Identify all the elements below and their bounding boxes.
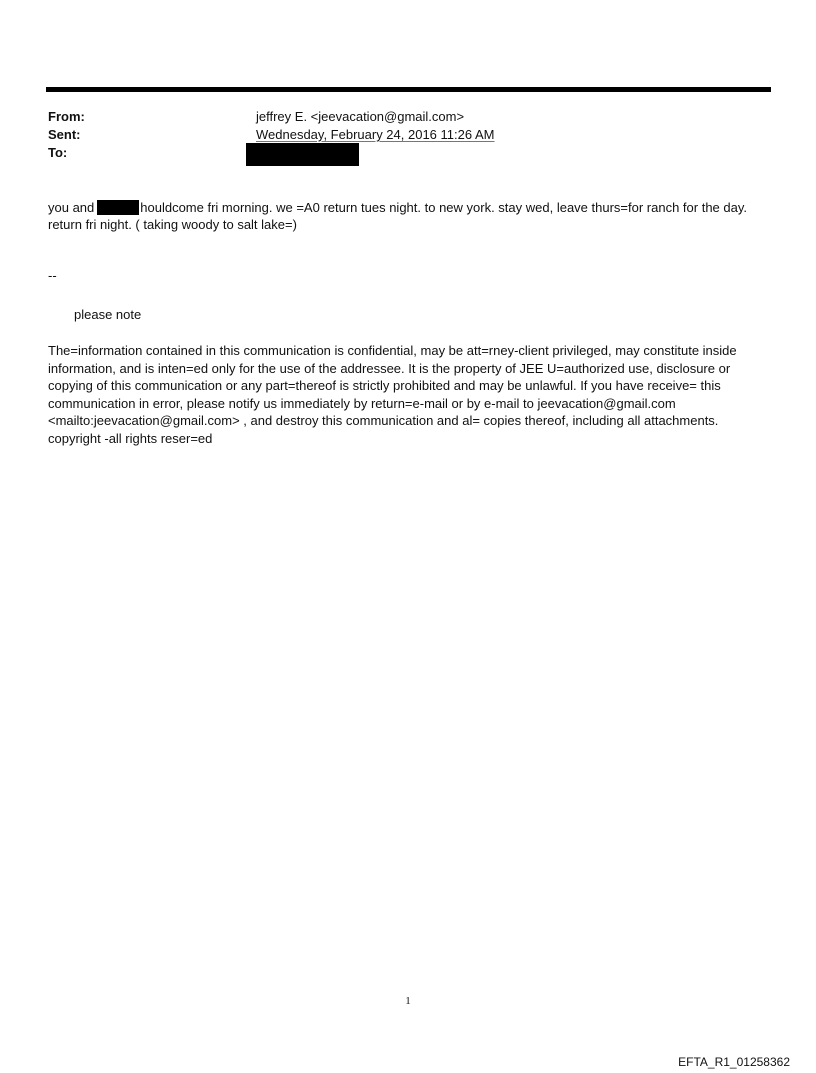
from-value: jeffrey E. <jeevacation@gmail.com> — [256, 109, 465, 124]
header-rule — [46, 87, 771, 92]
page-number: 1 — [405, 995, 411, 1007]
message-body — [48, 199, 758, 233]
from-label: From: — [48, 109, 85, 124]
please-note: please note — [74, 307, 142, 322]
sent-label: Sent: — [48, 127, 81, 142]
to-redaction — [246, 143, 359, 166]
confidentiality-disclaimer: The=information contained in this communication is confidential, may be att=rney-client privileged, may constitute inside information, and is inten=ed only for the use of the addressee. It is the property of JEE U=authorized use, disclosure or copying of this communication or any part=thereof is strictly prohibited and may be unlawful. If you have receive= this communication in error, please notify us immediately by return=e-mail or by e-mail to jeevacation@gmail.com <mailto:jeevacation@gmail.com> , and destroy this communication and al= copies thereof, including all attachments. copyright -all rights reser=ed — [48, 343, 737, 446]
to-label: To: — [48, 145, 68, 160]
message-body-part2: houldcome fri morning. we =A0 return tues night. to new york. stay wed, leave thurs=for ranch for the day. return fri night. ( taking woody to salt lake=) — [48, 200, 747, 232]
signature-separator: -- — [48, 268, 57, 283]
document-id: EFTA_R1_01258362 — [678, 1055, 790, 1069]
sent-value: Wednesday, February 24, 2016 11:26 AM — [256, 127, 495, 142]
inline-redaction — [97, 200, 139, 215]
message-body-part1: you and — [48, 200, 95, 215]
